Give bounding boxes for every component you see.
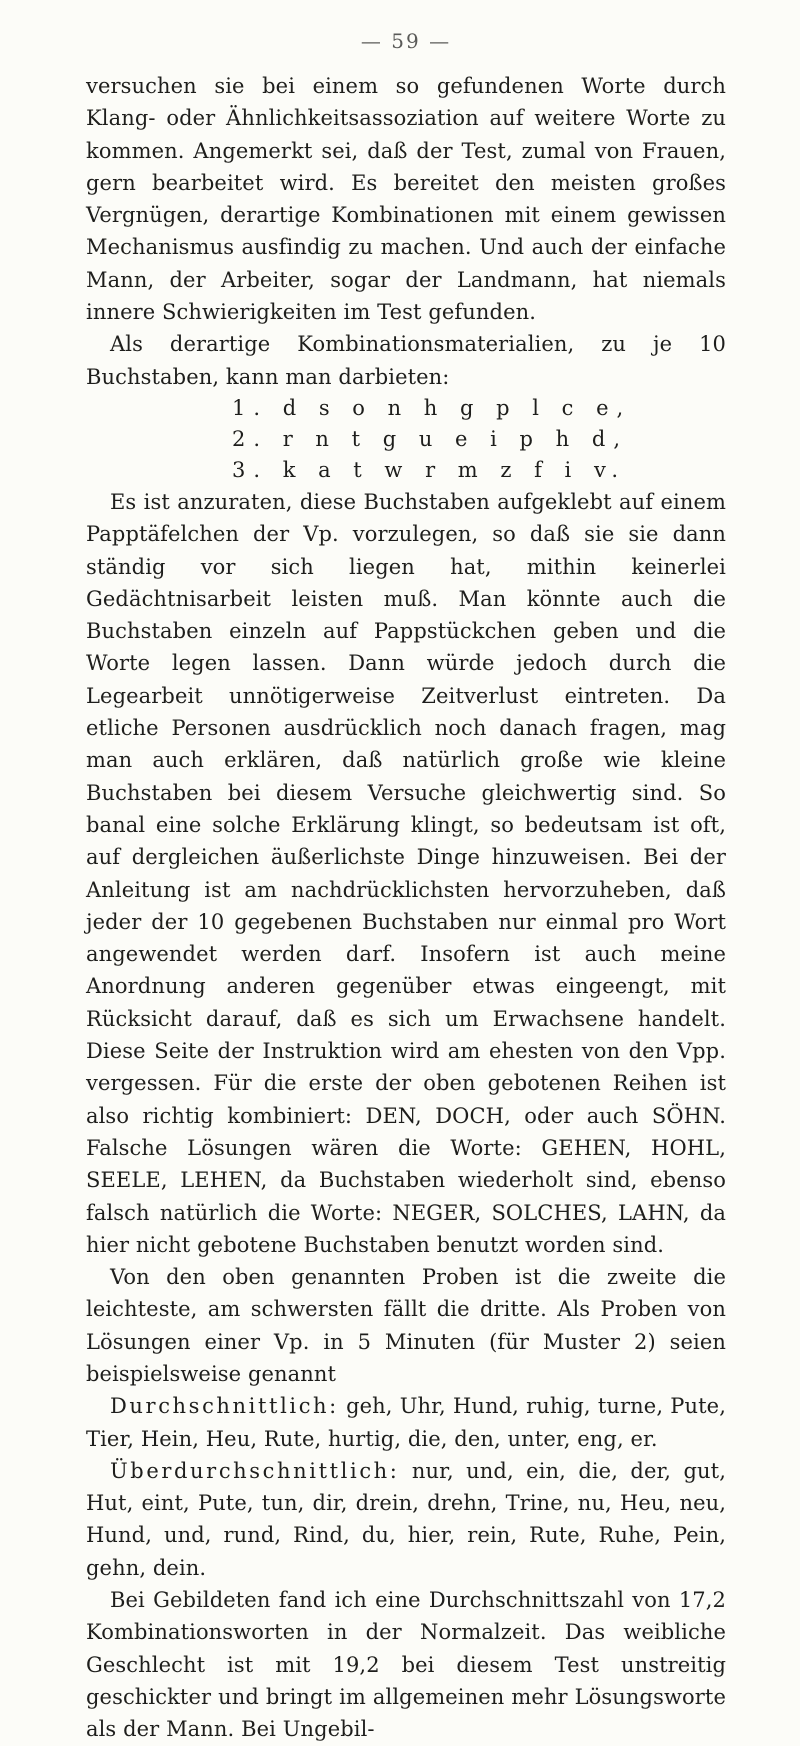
text-body [86, 70, 726, 1746]
letter-series-list [86, 393, 726, 486]
paragraph-7: Bei Gebildeten fand ich eine Durchschnittszahl von 17,2 Kombinationsworten in der Normalzeit. Das weibliche Geschlecht ist mit 19,2 bei diesem Test unstreitig geschickter und bringt im allgemeinen mehr Lösungsworte als der Mann. Bei Ungebil- [86, 1588, 726, 1742]
letter-series-3: 3. k a t w r m z f i v. [232, 457, 626, 482]
paragraph-3: Es ist anzuraten, diese Buchstaben aufgeklebt auf einem Papptäfelchen der Vp. vorzulegen, so daß sie sie dann ständig vor sich liegen hat, mithin keinerlei Gedächtnisarbeit leisten muß. Man könnte auch die Buchstaben einzeln auf Pappstückchen geben und die Worte legen lassen. Dann würde jedoch durch die Legearbeit unnötigerweise Zeitverlust eintreten. Da etliche Personen ausdrücklich noch danach fragen, mag man auch erklären, daß natürlich große wie kleine Buchstaben bei diesem Versuche gleichwertig sind. So banal eine solche Erklärung klingt, so bedeutsam ist oft, auf dergleichen äußerlichste Dinge hinzuweisen. Bei der Anleitung ist am nachdrücklichsten hervorzuheben, daß jeder der 10 gegebenen Buchstaben nur einmal pro Wort angewendet werden darf. Insofern ist auch meine Anordnung anderen gegenüber etwas eingeengt, mit Rücksicht darauf, daß es sich um Erwachsene handelt. Diese Seite der Instruktion wird am ehesten von den Vpp. vergessen. Für die erste der oben gebotenen Reihen ist also richtig kombiniert: DEN, DOCH, oder auch SÖHN. Falsche Lösungen wären die Worte: GEHEN, HOHL, SEELE, LEHEN, da Buchstaben wiederholt sind, ebenso falsch natürlich die Worte: NEGER, SOLCHES, LAHN, da hier nicht gebotene Buchstaben benutzt worden sind. [86, 489, 726, 1257]
average-label: Durchschnittlich: [110, 1394, 339, 1419]
paragraph-6 [86, 1455, 726, 1584]
paragraph-1: versuchen sie bei einem so gefundenen Worte durch Klang- oder Ähnlichkeitsassoziation auf weitere Worte zu kommen. Angemerkt sei, daß der Test, zumal von Frauen, gern bearbeitet wird. Es bereitet den meisten großes Vergnügen, derartige Kombinationen mit einem gewissen Mechanismus ausfindig zu machen. Und auch der einfache Mann, der Arbeiter, sogar der Landmann, hat niemals innere Schwierigkeiten im Test gefunden. [86, 74, 726, 325]
paragraph-2: Als derartige Kombinationsmaterialien, zu je 10 Buchstaben, kann man darbieten: [86, 332, 726, 389]
paragraph-5 [86, 1390, 726, 1455]
book-page [86, 28, 726, 1746]
letter-series-2: 2. r n t g u e i p h d, [232, 426, 628, 451]
above-average-words: nur, und, ein, die, der, gut, Hut, eint, Pute, tun, dir, drein, drehn, Trine, nu, Heu, neu, Hund, und, rund, Rind, du, hier, rein, Rute, Ruhe, Pein, gehn, dein. [86, 1458, 726, 1580]
paragraph-4: Von den oben genannten Proben ist die zweite die leichteste, am schwersten fällt die dritte. Als Proben von Lösungen einer Vp. in 5 Minuten (für Muster 2) seien beispielsweise genannt [86, 1265, 726, 1386]
page-number: — 59 — [360, 29, 452, 53]
above-average-label: Überdurchschnittlich: [110, 1458, 400, 1483]
letter-series-1: 1. d s o n h g p l c e, [232, 395, 632, 420]
average-words: geh, Uhr, Hund, ruhig, turne, Pute, Tier, Hein, Heu, Rute, hurtig, die, den, unter, eng, er. [86, 1394, 726, 1451]
